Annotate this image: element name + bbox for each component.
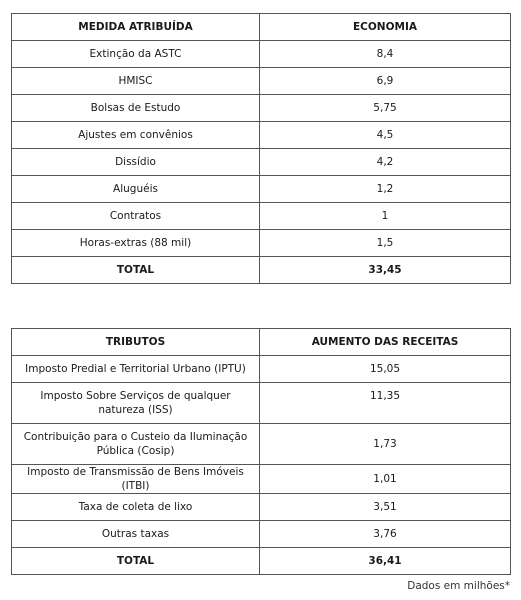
value-cell: 3,76 [260, 521, 511, 548]
column-header: AUMENTO DAS RECEITAS [260, 329, 511, 356]
table-row [12, 41, 511, 68]
total-value: 33,45 [260, 257, 511, 284]
value-cell: 8,4 [260, 41, 511, 68]
table-row [12, 383, 511, 424]
table-row [12, 68, 511, 95]
value-cell: 1 [260, 203, 511, 230]
total-value: 36,41 [260, 548, 511, 575]
column-header: MEDIDA ATRIBUÍDA [12, 14, 260, 41]
tax-cell: Contribuição para o Custeio da Iluminação Pública (Cosip) [12, 424, 260, 465]
value-cell: 11,35 [260, 383, 511, 424]
measure-cell: Ajustes em convênios [12, 122, 260, 149]
value-cell: 3,51 [260, 494, 511, 521]
table-row [12, 230, 511, 257]
value-cell: 1,5 [260, 230, 511, 257]
measure-cell: Extinção da ASTC [12, 41, 260, 68]
value-cell: 4,2 [260, 149, 511, 176]
total-label: TOTAL [12, 548, 260, 575]
value-cell: 4,5 [260, 122, 511, 149]
tax-cell: Taxa de coleta de lixo [12, 494, 260, 521]
economia-table [11, 13, 511, 284]
value-cell: 1,01 [260, 465, 511, 494]
total-row [12, 548, 511, 575]
footnote: Dados em milhões* [407, 580, 510, 592]
column-header: ECONOMIA [260, 14, 511, 41]
measure-cell: Bolsas de Estudo [12, 95, 260, 122]
measure-cell: Dissídio [12, 149, 260, 176]
table-row [12, 176, 511, 203]
table-row [12, 494, 511, 521]
table-header-row [12, 14, 511, 41]
value-cell: 6,9 [260, 68, 511, 95]
table-row [12, 465, 511, 494]
value-cell: 1,2 [260, 176, 511, 203]
table-header-row [12, 329, 511, 356]
table-row [12, 203, 511, 230]
measure-cell: HMISC [12, 68, 260, 95]
total-label: TOTAL [12, 257, 260, 284]
table-row [12, 149, 511, 176]
value-cell: 5,75 [260, 95, 511, 122]
measure-cell: Aluguéis [12, 176, 260, 203]
table-row [12, 356, 511, 383]
total-row [12, 257, 511, 284]
table-row [12, 122, 511, 149]
tax-cell: Outras taxas [12, 521, 260, 548]
measure-cell: Horas-extras (88 mil) [12, 230, 260, 257]
tax-cell: Imposto Predial e Territorial Urbano (IPTU) [12, 356, 260, 383]
table-row [12, 521, 511, 548]
value-cell: 1,73 [260, 424, 511, 465]
tributos-table [11, 328, 511, 575]
value-cell: 15,05 [260, 356, 511, 383]
measure-cell: Contratos [12, 203, 260, 230]
tax-cell: Imposto de Transmissão de Bens Imóveis (ITBI) [12, 465, 260, 494]
table-row [12, 424, 511, 465]
column-header: TRIBUTOS [12, 329, 260, 356]
tax-cell: Imposto Sobre Serviços de qualquer natureza (ISS) [12, 383, 260, 424]
table-row [12, 95, 511, 122]
